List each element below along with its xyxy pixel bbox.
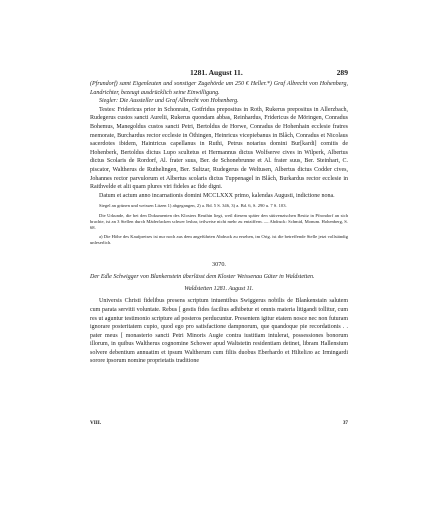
page-footer xyxy=(90,420,348,426)
source-note: Die Urkunde, die bei den Dokumenten des Klosters Reuthin liegt, weil diesem später den süüvenzischen Besitz in Pfrondorf an sich brachte, ist an 3 Stellen durch Mäderfacken schwer lesbar, teilweise nicht mehr zu entziffern. — Abdruck: Schmid, Monum. Hohenberg, S. 68. xyxy=(90,212,348,230)
regest-paragraph: (Pfrundorf) samt Eigenleuten und sonstiger Zugehörde um 250 € Heller.*) Graf Albrecht von Hohenberg, Landrichter, bezeugt ausdrücklich seine Einwilligung. xyxy=(90,81,348,96)
dating-paragraph: Datum et actum anno incarnationis domini MCCLXXX primo, kalendas Augusti, indictione nona. xyxy=(99,192,335,199)
document-place-date: Waldstetten 1281. August 11. xyxy=(184,285,254,292)
sheet-number: 37 xyxy=(342,420,348,426)
document-summary: Der Edle Schwigger von Blankenstein überlässt dem Kloster Weissenau Güter in Waldstetten. xyxy=(90,274,315,281)
document-number: 3070. xyxy=(212,260,226,268)
sealer-paragraph: Siegler: Die Aussteller und Graf Albrecht von Hohenberg. xyxy=(99,98,239,105)
document-main-text: Universis Christi fidelibus presens scriptum intuentibus Swiggerus nobilis de Blankenstain salutem cum parata servitii voluntate. Rebus [ gestis fides facilius adhibetur et omnis materia litigandi tollitur, cum res ut aguntur testimonio scripture ad posteros perducuntur. Presentem igitur etatem nosce nec non futuram ignorare posteritatem cupio, quod ego pro satisfactione dampnorum, que quandoque pie recordationis . . pater meus [ monasterio sancti Petri Minoris Augie contra iustitiam intulerat, possessiones bonorum illorum, in quibus Waltherus cognomine Schower apud Waltstetin residentiam detinet, libram Hallensium solvere debentium annuatim et ipsum Waltherum cum filiis duobus Eberhardo et Hilteliло ac Irmingardi sorore ipsorum nomine proprietatis traditione xyxy=(90,298,348,365)
signature-mark: VIII. xyxy=(90,420,102,426)
seal-note: Siegel an grünen und weissen Litzen 1) abgegangen, 2) a. Bd. 5 S. 346, 3) a. Bd. 6, S. 290 u. 7 S. 103. xyxy=(99,203,287,209)
witness-paragraph: Testes: Fridericus prior in Schonrain, Gotfridus prepositus in Roth, Rukerus prepositus in Allerzbach, Rudegerus custos sancti Aurelii, Rukerus quondam abbas, Reinhardus, Fridericus de Möringen, Conradus Bohemus, Manegoldus custos sancti Petri, Bertoldus de Horwe, Conradus de Hohenhain ecclesie fratres memorate, Burchardus rector ecclesie in Öthingen, Heinricus vicepiebanus in Blâch, Conradus et Nicolaus sacerdotes ibidem, Haintricus capellanus in Ruthi, Petrus notarius domini Bur[kardi] comitis de Hohenberk, Bertoldus dictus Lupo scultetus et Hermannus dictus Wolfserve cives in Wilperk, Albertus dictus Scolaris de Rordorf, Al. frater suus, Ber. de Schonebrunne et Al. frater suus, Ber. Steinhart, C. piscator, Waltherus de Ruthelingen, Ber. Sultzar, Rudegerus de Weltusen, Albertus dictus Codder cives, Johannes rector parvulorum et Albertus scolaris dictus Tuppenagel in Blâch, Burkardus rector ecclesie in Raithvelde et alii quam plures viri fideles ac fide digni. xyxy=(90,106,348,191)
header-date: 1281. August 11. xyxy=(190,68,243,77)
footnote-a: a) Die Höhe des Kaufpreises ist nur noch aus dem angeführten Abdruck zu ersehen, im Orig. ist die betreffende Stelle jetzt vollständig unleserlich. xyxy=(90,234,348,246)
page-number: 289 xyxy=(336,68,348,77)
page-body xyxy=(90,80,348,366)
